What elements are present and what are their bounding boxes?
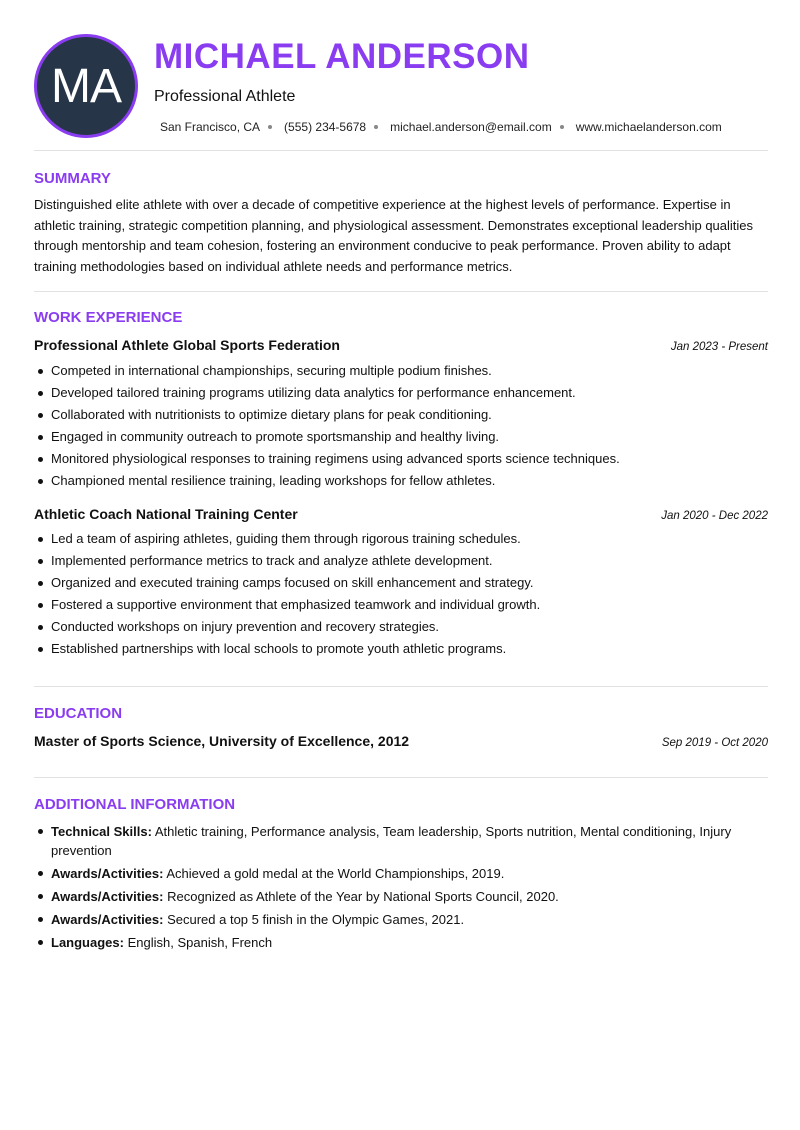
- separator-dot: [560, 125, 564, 129]
- list-item: [34, 910, 768, 929]
- avatar: [34, 34, 138, 138]
- info-text: Recognized as Athlete of the Year by National Sports Council, 2020.: [167, 889, 559, 904]
- experience-heading: WORK EXPERIENCE: [34, 309, 183, 326]
- summary-text: Distinguished elite athlete with over a decade of competitive experience at the highest levels of performance. Expertise in athletic training, strategic competition planning, and physiological assessment. Demonstrates exceptional leadership qualities through mentorship and team cohesion, fostering an environment conducive to peak performance. Proven ability to adapt training methodologies based on individual athlete needs and performance metrics.: [34, 197, 754, 274]
- contact-line: [160, 120, 722, 134]
- education-dates: Sep 2019 - Oct 2020: [661, 737, 768, 749]
- list-item: [34, 887, 768, 906]
- list-item: Led a team of aspiring athletes, guiding them through rigorous training schedules.: [34, 528, 768, 550]
- job-header: [34, 506, 768, 524]
- info-label: Awards/Activities:: [51, 912, 164, 927]
- info-label: Languages:: [51, 935, 124, 950]
- job-title: Athletic Coach National Training Center: [34, 506, 298, 522]
- job-bullets: [34, 360, 768, 492]
- list-item: Implemented performance metrics to track and analyze athlete development.: [34, 550, 768, 572]
- divider: [34, 150, 768, 151]
- list-item: Monitored physiological responses to training regimens using advanced sports science techniques.: [34, 448, 768, 470]
- info-text: Achieved a gold medal at the World Championships, 2019.: [166, 866, 505, 881]
- list-item: Organized and executed training camps focused on skill enhancement and strategy.: [34, 572, 768, 594]
- contact-phone: (555) 234-5678: [284, 120, 367, 134]
- divider: [34, 777, 768, 778]
- additional-heading: ADDITIONAL INFORMATION: [34, 796, 236, 813]
- list-item: Established partnerships with local schools to promote youth athletic programs.: [34, 638, 768, 660]
- education-entry: [34, 733, 768, 751]
- list-item: Competed in international championships, securing multiple podium finishes.: [34, 360, 768, 382]
- contact-location: San Francisco, CA: [160, 120, 261, 134]
- list-item: Engaged in community outreach to promote sportsmanship and healthy living.: [34, 426, 768, 448]
- job-dates: Jan 2020 - Dec 2022: [661, 510, 768, 522]
- separator-dot: [374, 125, 378, 129]
- education-heading: EDUCATION: [34, 705, 123, 722]
- job-dates: Jan 2023 - Present: [670, 341, 768, 353]
- job-header: [34, 337, 768, 355]
- candidate-name: MICHAEL ANDERSON: [154, 37, 530, 76]
- info-text: English, Spanish, French: [127, 935, 273, 950]
- info-label: Technical Skills:: [51, 824, 152, 839]
- summary-heading: SUMMARY: [34, 170, 111, 187]
- job-bullets: [34, 528, 768, 660]
- additional-list: [34, 822, 768, 956]
- resume-header: [34, 34, 768, 138]
- contact-website[interactable]: www.michaelanderson.com: [575, 120, 722, 134]
- list-item: Fostered a supportive environment that emphasized teamwork and individual growth.: [34, 594, 768, 616]
- avatar-initials: MA: [51, 59, 121, 113]
- list-item: Developed tailored training programs utilizing data analytics for performance enhancement.: [34, 382, 768, 404]
- contact-email[interactable]: michael.anderson@email.com: [390, 120, 552, 134]
- info-label: Awards/Activities:: [51, 866, 164, 881]
- separator-dot: [268, 125, 272, 129]
- degree: Master of Sports Science, University of Excellence, 2012: [34, 733, 410, 749]
- info-label: Awards/Activities:: [51, 889, 164, 904]
- divider: [34, 686, 768, 687]
- job-title: Professional Athlete Global Sports Federation: [34, 337, 340, 353]
- list-item: [34, 933, 768, 952]
- info-text: Athletic training, Performance analysis, Team leadership, Sports nutrition, Mental conditioning, Injury prevention: [51, 824, 732, 858]
- candidate-role: Professional Athlete: [154, 88, 296, 105]
- list-item: [34, 822, 768, 860]
- list-item: Championed mental resilience training, leading workshops for fellow athletes.: [34, 470, 768, 492]
- info-text: Secured a top 5 finish in the Olympic Games, 2021.: [167, 912, 465, 927]
- divider: [34, 291, 768, 292]
- list-item: [34, 864, 768, 883]
- list-item: Conducted workshops on injury prevention and recovery strategies.: [34, 616, 768, 638]
- list-item: Collaborated with nutritionists to optimize dietary plans for peak conditioning.: [34, 404, 768, 426]
